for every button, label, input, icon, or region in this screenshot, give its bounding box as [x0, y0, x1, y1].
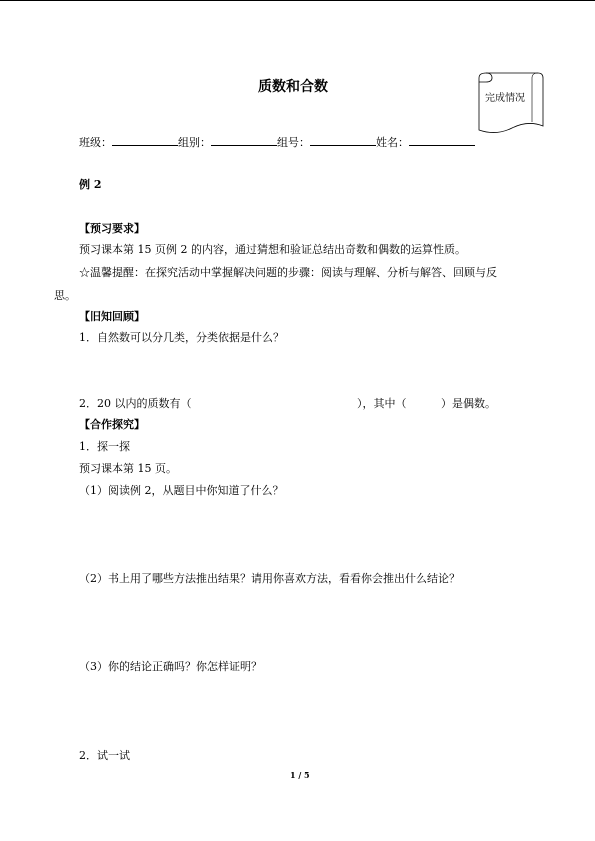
page-title: 质数和合数: [258, 79, 328, 95]
preview-line-1: 预习课本第 15 页例 2 的内容，通过猜想和验证总结出奇数和偶数的运算性质。: [79, 243, 466, 256]
completion-status-banner: [476, 72, 544, 138]
explore-question-1: （1）阅读例 2，从题目中你知道了什么？: [79, 484, 284, 497]
review-question-2-part-a: 2．20 以内的质数有（: [79, 397, 192, 410]
class-label: 班级：: [79, 136, 112, 149]
preview-heading: 【预习要求】: [79, 222, 145, 235]
review-question-2-part-c: ）是偶数。: [441, 397, 496, 410]
explore-heading: 【合作探究】: [79, 418, 145, 431]
explore-question-3: （3）你的结论正确吗？你怎样证明？: [79, 660, 262, 673]
page-number: 1 / 5: [290, 770, 310, 780]
student-info-row: [79, 133, 475, 150]
name-label: 姓名：: [376, 136, 409, 149]
review-heading: 【旧知回顾】: [79, 310, 145, 323]
example-label: 例 2: [79, 178, 102, 191]
explore-question-2: （2）书上用了哪些方法推出结果？请用你喜欢方法，看看你会推出什么结论？: [79, 572, 460, 585]
preview-line-2: ☆温馨提醒：在探究活动中掌握解决问题的步骤：阅读与理解、分析与解答、回顾与反: [79, 266, 497, 279]
explore-step-1: 1．探一探: [79, 440, 130, 453]
explore-step-2: 2．试一试: [79, 749, 130, 762]
class-blank[interactable]: [112, 133, 178, 146]
group-blank[interactable]: [211, 133, 277, 146]
group-number-blank[interactable]: [310, 133, 376, 146]
explore-step-1-text: 预习课本第 15 页。: [79, 462, 177, 475]
completion-status-label: 完成情况: [485, 93, 525, 104]
preview-line-2-cont: 思。: [54, 289, 76, 302]
name-blank[interactable]: [409, 133, 475, 146]
group-number-label: 组号：: [277, 136, 310, 149]
review-question-1: 1．自然数可以分几类，分类依据是什么？: [79, 331, 284, 344]
top-border-line: [0, 0, 595, 1]
group-label: 组别：: [178, 136, 211, 149]
review-question-2-part-b: ），其中（: [357, 397, 407, 410]
